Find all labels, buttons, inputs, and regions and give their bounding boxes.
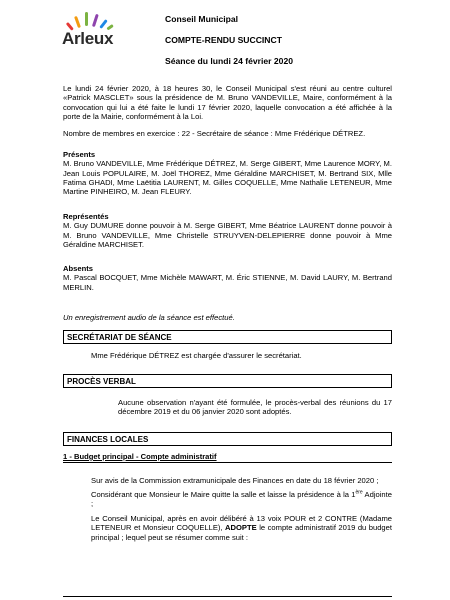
absents-block	[63, 264, 392, 292]
secretariat-text: Mme Frédérique DÉTREZ est chargée d'assurer le secrétariat.	[91, 351, 302, 360]
p3-bold: ADOPTE	[225, 523, 257, 533]
presents-list: M. Bruno VANDEVILLE, Mme Frédérique DÉTREZ, M. Serge GIBERT, Mme Laurence MORY, M. Jean Louis POPULAIRE, M. Joël THOREZ, Mme Géraldine MARCHISET, M. Bertrand SIX, Mlle Fatima GHADI, Mme Laëtitia LAURENT, M. Gilles COQUELLE, Mme Nathalie LETENEUR, Mme Martine PINHEIRO, M. Jean FLEURY.	[63, 159, 392, 196]
section-secretariat: SECRÉTARIAT DE SÉANCE	[63, 330, 392, 344]
budget-subheading-text: 1 - Budget principal - Compte administratif	[63, 452, 217, 461]
budget-subheading	[63, 452, 392, 463]
footer-divider	[63, 596, 392, 597]
p3-before: Le Conseil Municipal, après en avoir délibéré à 13 voix POUR et 2 CONTRE (Madame LETENEUR et Monsieur COQUELLE),	[91, 514, 392, 533]
finances-paragraph-2	[91, 490, 392, 509]
section-proces-verbal: PROCÈS VERBAL	[63, 374, 392, 388]
arleux-logo	[62, 10, 122, 60]
intro-paragraph: Le lundi 24 février 2020, à 18 heures 30, le Conseil Municipal s'est réuni au centre culturel «Patrick MASCLET» sous la présidence de M. Bruno VANDEVILLE, Maire, conformément à la convocation qui lui a été faite le lundi 17 février 2020, laquelle convocation a été affichée à la porte de la Mairie, conformément à la Loi.	[63, 84, 392, 121]
p2-before: Considérant que Monsieur le Maire quitte la salle et laisse la présidence à la 1	[91, 490, 356, 499]
p2-superscript: ère	[355, 489, 363, 496]
p3-after: le compte administratif 2019 du budget principal ; lequel peut se résumer comme suit :	[91, 523, 392, 542]
quorum-paragraph: Nombre de membres en exercice : 22 - Secrétaire de séance : Mme Frédérique DÉTREZ.	[63, 129, 366, 138]
logo-text: Arleux	[62, 29, 114, 48]
absents-heading: Absents	[63, 264, 93, 273]
finances-paragraph-1: Sur avis de la Commission extramunicipale des Finances en date du 18 février 2020 ;	[91, 476, 379, 485]
finances-paragraph-3	[91, 514, 392, 542]
representes-block	[63, 212, 392, 249]
organization-title: Conseil Municipal	[165, 14, 239, 24]
audio-note: Un enregistrement audio de la séance est effectué.	[63, 313, 235, 322]
representes-list: M. Guy DUMURE donne pouvoir à M. Serge GIBERT, Mme Béatrice LAURENT donne pouvoir à M. Bruno VANDEVILLE, Mme Christelle STRUYVEN-DELEPIERRE donne pouvoir à Mme Géraldine MARCHISET.	[63, 221, 392, 249]
document-title: COMPTE-RENDU SUCCINCT	[165, 35, 282, 45]
p2-after: Adjointe ;	[91, 490, 392, 509]
section-finances: FINANCES LOCALES	[63, 432, 392, 446]
representes-heading: Représentés	[63, 212, 109, 221]
presents-heading: Présents	[63, 150, 96, 159]
presents-block	[63, 150, 392, 196]
session-date: Séance du lundi 24 février 2020	[165, 56, 294, 66]
absents-list: M. Pascal BOCQUET, Mme Michèle MAWART, M. Éric STIENNE, M. David LAURY, M. Bertrand MERLIN.	[63, 273, 392, 292]
proces-verbal-text: Aucune observation n'ayant été formulée, le procès-verbal des réunions du 17 décembre 2019 et du 06 janvier 2020 sont adoptés.	[118, 398, 392, 417]
